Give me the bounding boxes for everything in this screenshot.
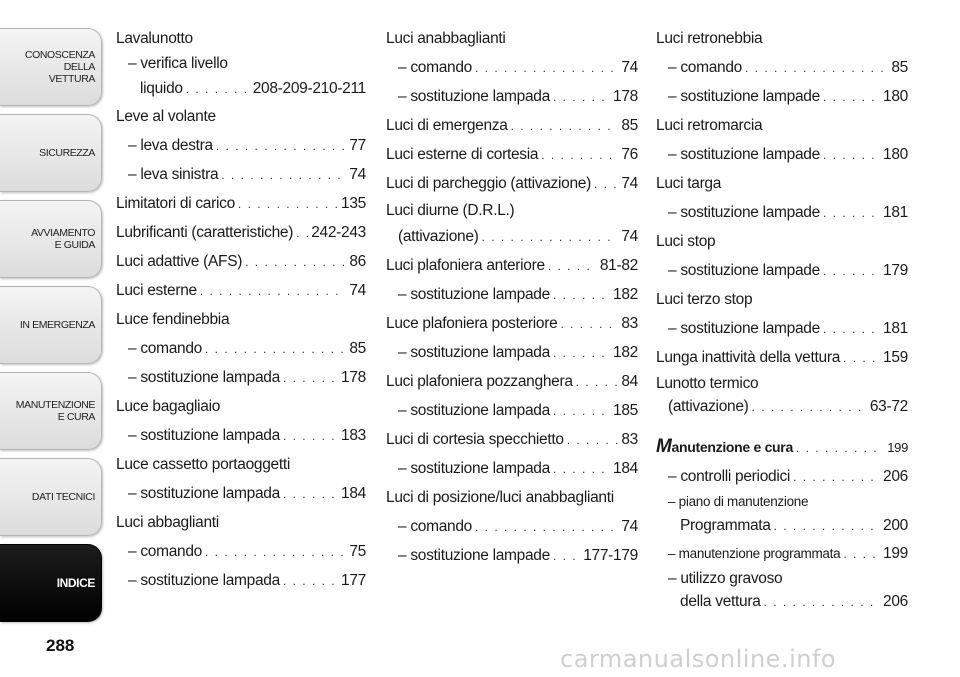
index-entry[interactable]: – verifica livello <box>128 55 228 72</box>
index-entry[interactable]: Leve al volante <box>116 108 216 125</box>
index-entry[interactable]: Luci retronebbia <box>656 30 763 47</box>
index-entry[interactable]: Luci esterne di cortesia . . . 76 <box>386 140 638 169</box>
index-entry[interactable]: – sostituzione lampade . . . 180 <box>656 140 908 169</box>
chapter-tabs <box>0 28 102 630</box>
index-entry[interactable]: Luce plafoniera posteriore . . . 83 <box>386 309 638 338</box>
index-entry[interactable]: (attivazione) . . . 74 <box>386 223 638 251</box>
index-entry[interactable]: Lunotto termico <box>656 375 759 392</box>
index-entry[interactable]: – sostituzione lampade . . . 180 <box>656 82 908 111</box>
index-entry[interactable]: Luci abbaglianti <box>116 514 219 531</box>
index-entry[interactable]: – sostituzione lampada . . . 184 <box>116 479 366 508</box>
index-entry[interactable]: Luci di posizione/luci anabbaglianti <box>386 489 614 506</box>
index-entry[interactable]: – piano di manutenzione <box>668 494 809 509</box>
section-title-rest: anutenzione e cura <box>671 439 793 455</box>
tab-avviamento-e-guida[interactable] <box>0 200 102 278</box>
index-entry[interactable]: Lavalunotto <box>116 30 193 47</box>
index-entry[interactable]: – controlli periodici . . . 206 <box>656 462 908 491</box>
tab-label: IN EMERGENZA <box>19 319 95 331</box>
index-entry[interactable]: Luci di emergenza . . . 85 <box>386 111 638 140</box>
index-entry[interactable]: – sostituzione lampade . . . 177-179 <box>386 541 638 570</box>
index-entry[interactable]: – sostituzione lampada . . . 185 <box>386 396 638 425</box>
index-entry[interactable]: – manutenzione programmata . . . 199 <box>656 539 908 568</box>
index-entry[interactable]: Luce cassetto portaoggetti <box>116 456 291 473</box>
index-entry[interactable]: Luci diurne (D.R.L.) <box>386 202 515 219</box>
index-entry[interactable]: – sostituzione lampada . . . 183 <box>116 421 366 450</box>
index-entry[interactable]: Lubrificanti (caratteristiche) . . . 242-243 <box>116 218 366 247</box>
index-entry[interactable]: Luci stop <box>656 233 716 250</box>
index-entry[interactable]: – sostituzione lampada . . . 178 <box>116 363 366 392</box>
tab-sicurezza[interactable] <box>0 114 102 192</box>
index-entry[interactable]: – sostituzione lampade . . . 182 <box>386 280 638 309</box>
index-entry[interactable]: – sostituzione lampade . . . 181 <box>656 198 908 227</box>
index-entry[interactable]: (attivazione) . . . 63-72 <box>656 395 908 418</box>
index-entry[interactable]: Luce fendinebbia <box>116 311 230 328</box>
index-entry[interactable]: – sostituzione lampade . . . 181 <box>656 314 908 343</box>
index-entry[interactable]: Luci anabbaglianti <box>386 30 506 47</box>
watermark: carmanualsonline.info <box>560 645 837 673</box>
section-heading-manutenzione[interactable] <box>656 432 908 462</box>
tab-label: SICUREZZA <box>39 147 95 159</box>
tab-label: AVVIAMENTO E GUIDA <box>31 227 95 251</box>
index-entry[interactable]: – sostituzione lampade . . . 179 <box>656 256 908 285</box>
index-entry[interactable]: – comando . . . 85 <box>116 334 366 363</box>
index-entry[interactable]: della vettura . . . 206 <box>656 590 908 614</box>
index-column-1 <box>116 24 366 595</box>
index-entry[interactable]: Luci plafoniera pozzanghera . . . 84 <box>386 367 638 396</box>
page-number: 288 <box>46 636 75 655</box>
section-initial: M <box>656 436 672 457</box>
tab-manutenzione-e-cura[interactable] <box>0 372 102 450</box>
tab-dati-tecnici[interactable] <box>0 458 102 536</box>
index-entry[interactable]: Luci retromarcia <box>656 117 763 134</box>
index-entry[interactable]: Luci plafoniera anteriore . . . 81-82 <box>386 251 638 280</box>
index-entry[interactable]: Lunga inattività della vettura . . . 159 <box>656 343 908 372</box>
index-entry[interactable]: – sostituzione lampada . . . 182 <box>386 338 638 367</box>
index-entry[interactable]: – sostituzione lampada . . . 177 <box>116 566 366 595</box>
index-entry[interactable]: – leva destra . . . 77 <box>116 131 366 160</box>
section-page: 199 <box>887 440 908 455</box>
index-entry[interactable]: – utilizzo gravoso <box>668 570 783 587</box>
index-entry[interactable]: Luci di cortesia specchietto . . . 83 <box>386 425 638 454</box>
index-entry[interactable]: – leva sinistra . . . 74 <box>116 160 366 189</box>
tab-conoscenza-della-vettura[interactable] <box>0 28 102 106</box>
index-entry[interactable]: – comando . . . 85 <box>656 53 908 82</box>
index-entry[interactable]: liquido . . . 208-209-210-211 <box>116 75 366 102</box>
index-entry[interactable]: Programmata . . . 200 <box>656 513 908 539</box>
index-entry[interactable]: Luci esterne . . . 74 <box>116 276 366 305</box>
index-column-3 <box>656 24 908 614</box>
index-entry[interactable]: Luci di parcheggio (attivazione) . . . 74 <box>386 169 638 198</box>
tab-label: CONOSCENZA DELLA VETTURA <box>24 49 95 85</box>
tab-label: INDICE <box>56 576 95 590</box>
index-entry[interactable]: Luci adattive (AFS) . . . 86 <box>116 247 366 276</box>
tab-in-emergenza[interactable] <box>0 286 102 364</box>
index-entry[interactable]: – comando . . . 75 <box>116 537 366 566</box>
index-entry[interactable]: – sostituzione lampada . . . 178 <box>386 82 638 111</box>
index-entry[interactable]: – comando . . . 74 <box>386 53 638 82</box>
tab-label: MANUTENZIONE E CURA <box>15 399 95 423</box>
index-entry[interactable]: – comando . . . 74 <box>386 512 638 541</box>
index-entry[interactable]: Luci targa <box>656 175 722 192</box>
index-entry[interactable]: Luci terzo stop <box>656 291 753 308</box>
tab-label: DATI TECNICI <box>31 491 95 503</box>
index-entry[interactable]: – sostituzione lampada . . . 184 <box>386 454 638 483</box>
index-entry[interactable]: Limitatori di carico . . . 135 <box>116 189 366 218</box>
tab-indice[interactable] <box>0 544 102 622</box>
index-entry[interactable]: Luce bagagliaio <box>116 398 221 415</box>
index-column-2 <box>386 24 638 570</box>
